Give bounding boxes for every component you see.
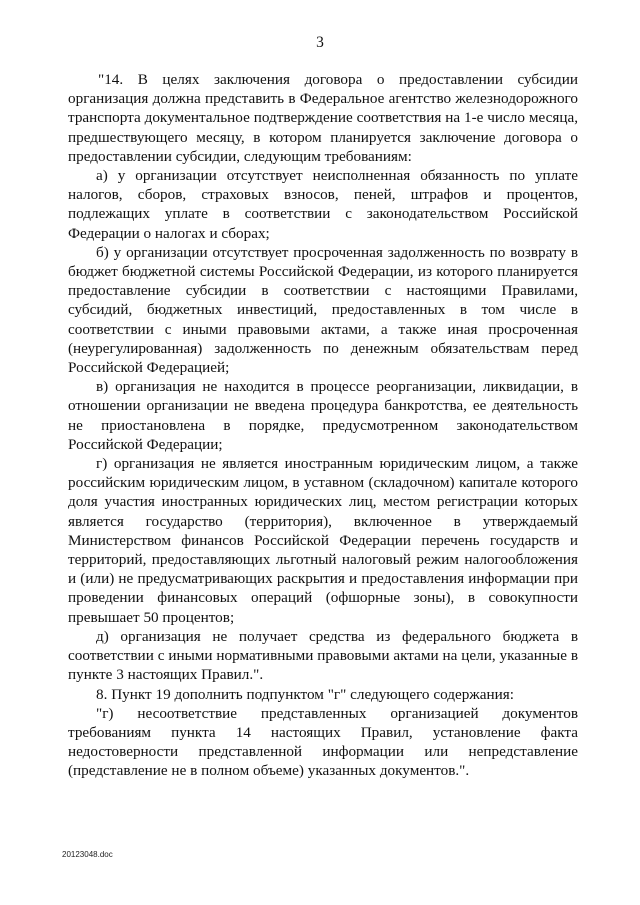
footer-filename: 20123048.doc: [62, 850, 113, 859]
paragraph-subitem-v: в) организация не находится в процессе реорганизации, ликвидации, в отношении организации не введена процедура банкротства, ее деятельность не приостановлена в порядке, предусмотренном законодательством Российской Федерации;: [68, 378, 578, 453]
paragraph-subitem-d: д) организация не получает средства из федерального бюджета в соответствии с иными нормативными правовыми актами на цели, указанные в пункте 3 настоящих Правил.".: [68, 627, 578, 684]
paragraph-subitem-b: б) у организации отсутствует просроченная задолженность по возврату в бюджет бюджетной системы Российской Федерации, из которого планируется предоставление субсидии в соответствии с настоящими Правилами, субсидий, бюджетных инвестиций, предоставленных в том числе в соответствии с иными правовыми актами, а также иная просроченная (неурегулированная) задолженность по денежным обязательствам перед Российской Федерацией;: [68, 243, 578, 377]
paragraph-item-8: 8. Пункт 19 дополнить подпунктом "г" следующего содержания:: [96, 685, 514, 703]
document-body: [68, 70, 578, 781]
page-number: 3: [316, 34, 324, 51]
paragraph-subitem-a: а) у организации отсутствует неисполненная обязанность по уплате налогов, сборов, страховых взносов, пеней, штрафов и процентов, подлежащих уплате в соответствии с законодательством Российской Федерации о налогах и сборах;: [68, 167, 578, 242]
paragraph-new-subitem-g: "г) несоответствие представленных организацией документов требованиям пункта 14 настоящих Правил, установление факта недостоверности представленной информации или непредставление (представление не в полном объеме) указанных документов.".: [68, 704, 578, 780]
paragraph-item-14-intro: "14. В целях заключения договора о предоставлении субсидии организация должна представить в Федеральное агентство железнодорожного транспорта документальное подтверждение соответствия на 1-е число месяца, предшествующего месяцу, в котором планируется заключение договора о предоставлении субсидии, следующим требованиям:: [68, 71, 578, 165]
paragraph-subitem-g: г) организация не является иностранным юридическим лицом, а также российским юридическим лицом, в уставном (складочном) капитале которого доля участия иностранных юридических лиц, местом регистрации которых является государство (территория), включенное в утверждаемый Министерством финансов Российской Федерации перечень государств и территорий, предоставляющих льготный налоговый режим налогообложения и (или) не предусматривающих раскрытия и предоставления информации при проведении финансовых операций (офшорные зоны), в совокупности превышает 50 процентов;: [68, 455, 578, 626]
